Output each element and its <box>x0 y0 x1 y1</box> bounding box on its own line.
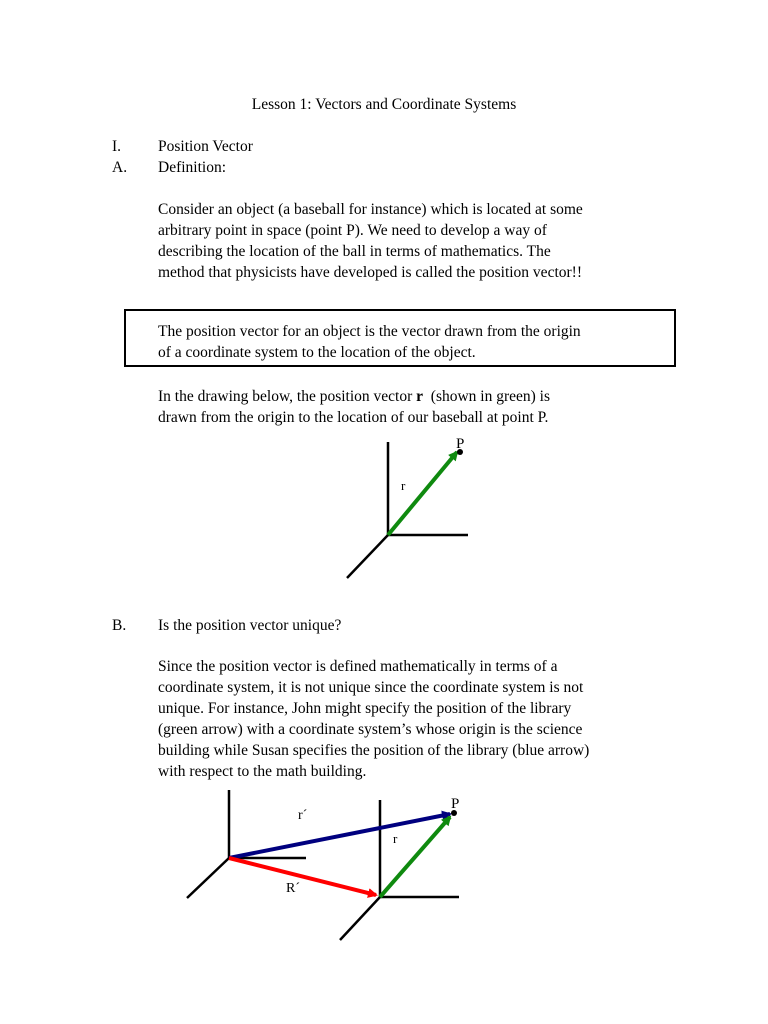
section-i-heading: Position Vector <box>158 138 253 155</box>
paragraph-line: Consider an object (a baseball for instance) which is located at some <box>158 201 583 218</box>
vector-r-label: r <box>401 478 406 493</box>
box-line: The position vector for an object is the vector drawn from the origin <box>158 323 581 340</box>
system-1-y-axis <box>187 858 229 898</box>
section-b-heading: Is the position vector unique? <box>158 617 342 634</box>
point-p-label: P <box>456 436 465 452</box>
paragraph-line: describing the location of the ball in terms of mathematics. The <box>158 243 551 260</box>
paragraph-line: with respect to the math building. <box>158 763 367 780</box>
system-2-y-axis <box>340 897 380 940</box>
section-i-number: I. <box>112 138 122 155</box>
R-prime-label: R´ <box>286 881 300 896</box>
blue-vector-r-prime <box>229 814 450 858</box>
box-line: of a coordinate system to the location of the object. <box>158 344 476 361</box>
paragraph-line: arbitrary point in space (point P). We need to develop a way of <box>158 222 547 239</box>
paragraph-line: method that physicists have developed is called the position vector!! <box>158 264 582 281</box>
green-vector-r <box>380 817 450 897</box>
vector-symbol-r: r <box>416 388 424 405</box>
page-title: Lesson 1: Vectors and Coordinate Systems <box>251 96 517 113</box>
drawing-text-post: (shown in green) is <box>423 388 551 405</box>
drawing-text-pre: In the drawing below, the position vector <box>158 388 417 405</box>
r-prime-label: r´ <box>298 808 308 823</box>
red-vector-R-prime <box>229 858 376 895</box>
section-a-number: A. <box>112 159 128 176</box>
paragraph-line: (green arrow) with a coordinate system’s whose origin is the science <box>158 721 583 738</box>
paragraph-line: unique. For instance, John might specify the position of the library <box>158 700 572 717</box>
point-p-label: P <box>451 796 460 812</box>
section-a-heading: Definition: <box>158 159 227 176</box>
section-b-number: B. <box>112 617 127 634</box>
paragraph-line: building while Susan specifies the position of the library (blue arrow) <box>158 742 590 759</box>
paragraph-line: drawn from the origin to the location of our baseball at point P. <box>158 409 549 426</box>
r-label: r <box>393 831 398 846</box>
paragraph-line: coordinate system, it is not unique since the coordinate system is not <box>158 679 584 696</box>
paragraph-line: Since the position vector is defined mathematically in terms of a <box>158 658 558 675</box>
